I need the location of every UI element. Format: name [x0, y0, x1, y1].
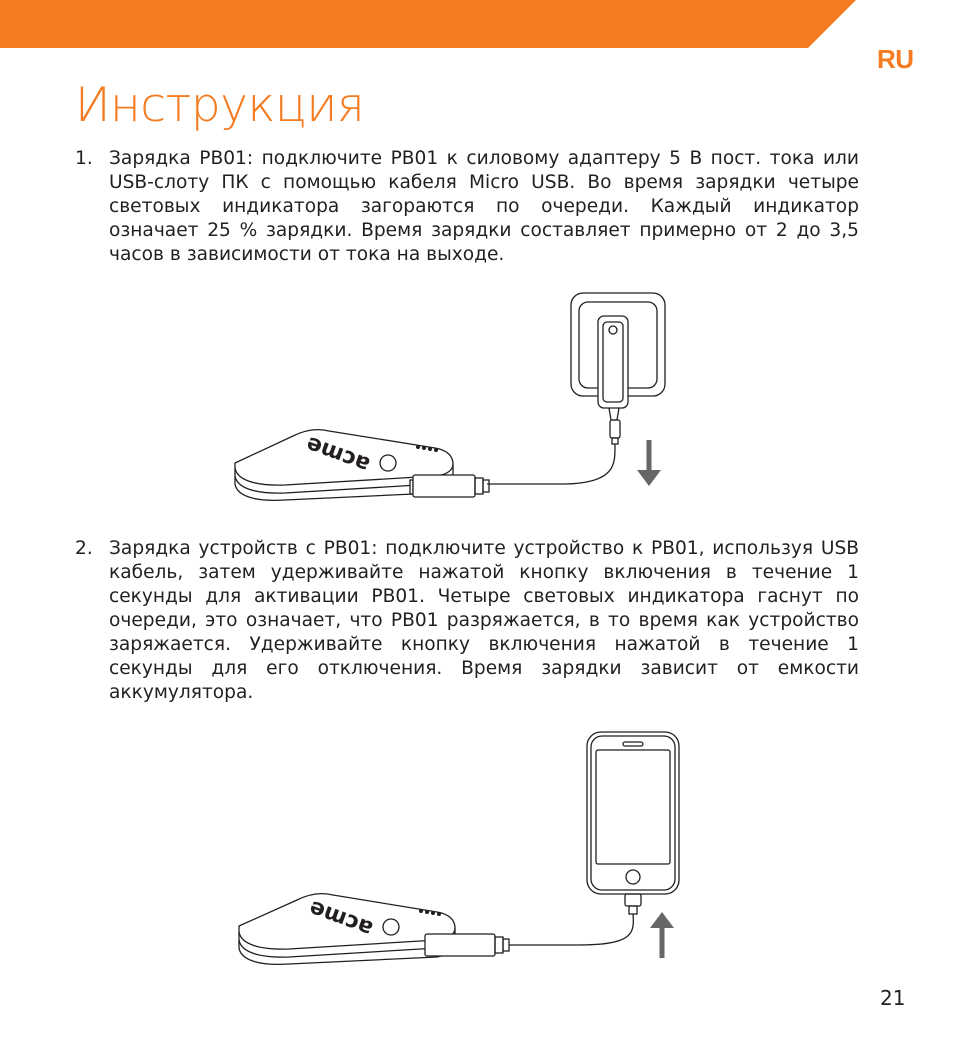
- arrow-down-icon: [637, 440, 661, 486]
- step-text: Зарядка устройств с PB01: подключите устройство к PB01, используя USB кабель, затем удерживайте нажатой кнопку включения в течение 1 секунды для активации PB01. Четыре световых индикатора гаснут по очереди, это означает, что PB01 разряжается, в то время как устройство заряжается. Удерживайте кнопку включения нажатой в течение 1 секунды для его отключения. Время зарядки зависит от емкости аккумулятора.: [109, 538, 859, 703]
- step-item: [75, 147, 859, 267]
- illustration-charge-powerbank: [225, 288, 675, 503]
- step-number: 2.: [75, 538, 93, 559]
- step-list-1: [75, 147, 859, 267]
- step-text: Зарядка PB01: подключите PB01 к силовому адаптеру 5 В пост. тока или USB-слоту ПК с помощью кабеля Micro USB. Во время зарядки четыре световых индикатора загораются по очереди. Каждый индикатор означает 25 % зарядки. Время зарядки составляет примерно от 2 до 3,5 часов в зависимости от тока на выходе.: [109, 148, 859, 265]
- illustration-charge-phone: [225, 730, 685, 975]
- step-list-2: [75, 537, 859, 705]
- arrow-up-icon: [650, 912, 674, 958]
- usb-plug-icon: [413, 475, 489, 497]
- phone-device-icon: [587, 732, 679, 914]
- device-logo: acme: [305, 894, 377, 941]
- header-bar: [0, 0, 954, 48]
- page-title: Инструкция: [75, 78, 365, 133]
- power-adapter-icon: [598, 316, 628, 444]
- step-number: 1.: [75, 148, 93, 169]
- usb-plug-icon: [425, 934, 509, 956]
- cable-line: [487, 444, 615, 484]
- device-logo: acme: [302, 430, 374, 477]
- step-item: [75, 537, 859, 705]
- language-badge: RU: [877, 44, 914, 74]
- powerbank-device-icon: [239, 894, 455, 965]
- page-number: 21: [880, 986, 906, 1010]
- cable-line: [509, 914, 633, 945]
